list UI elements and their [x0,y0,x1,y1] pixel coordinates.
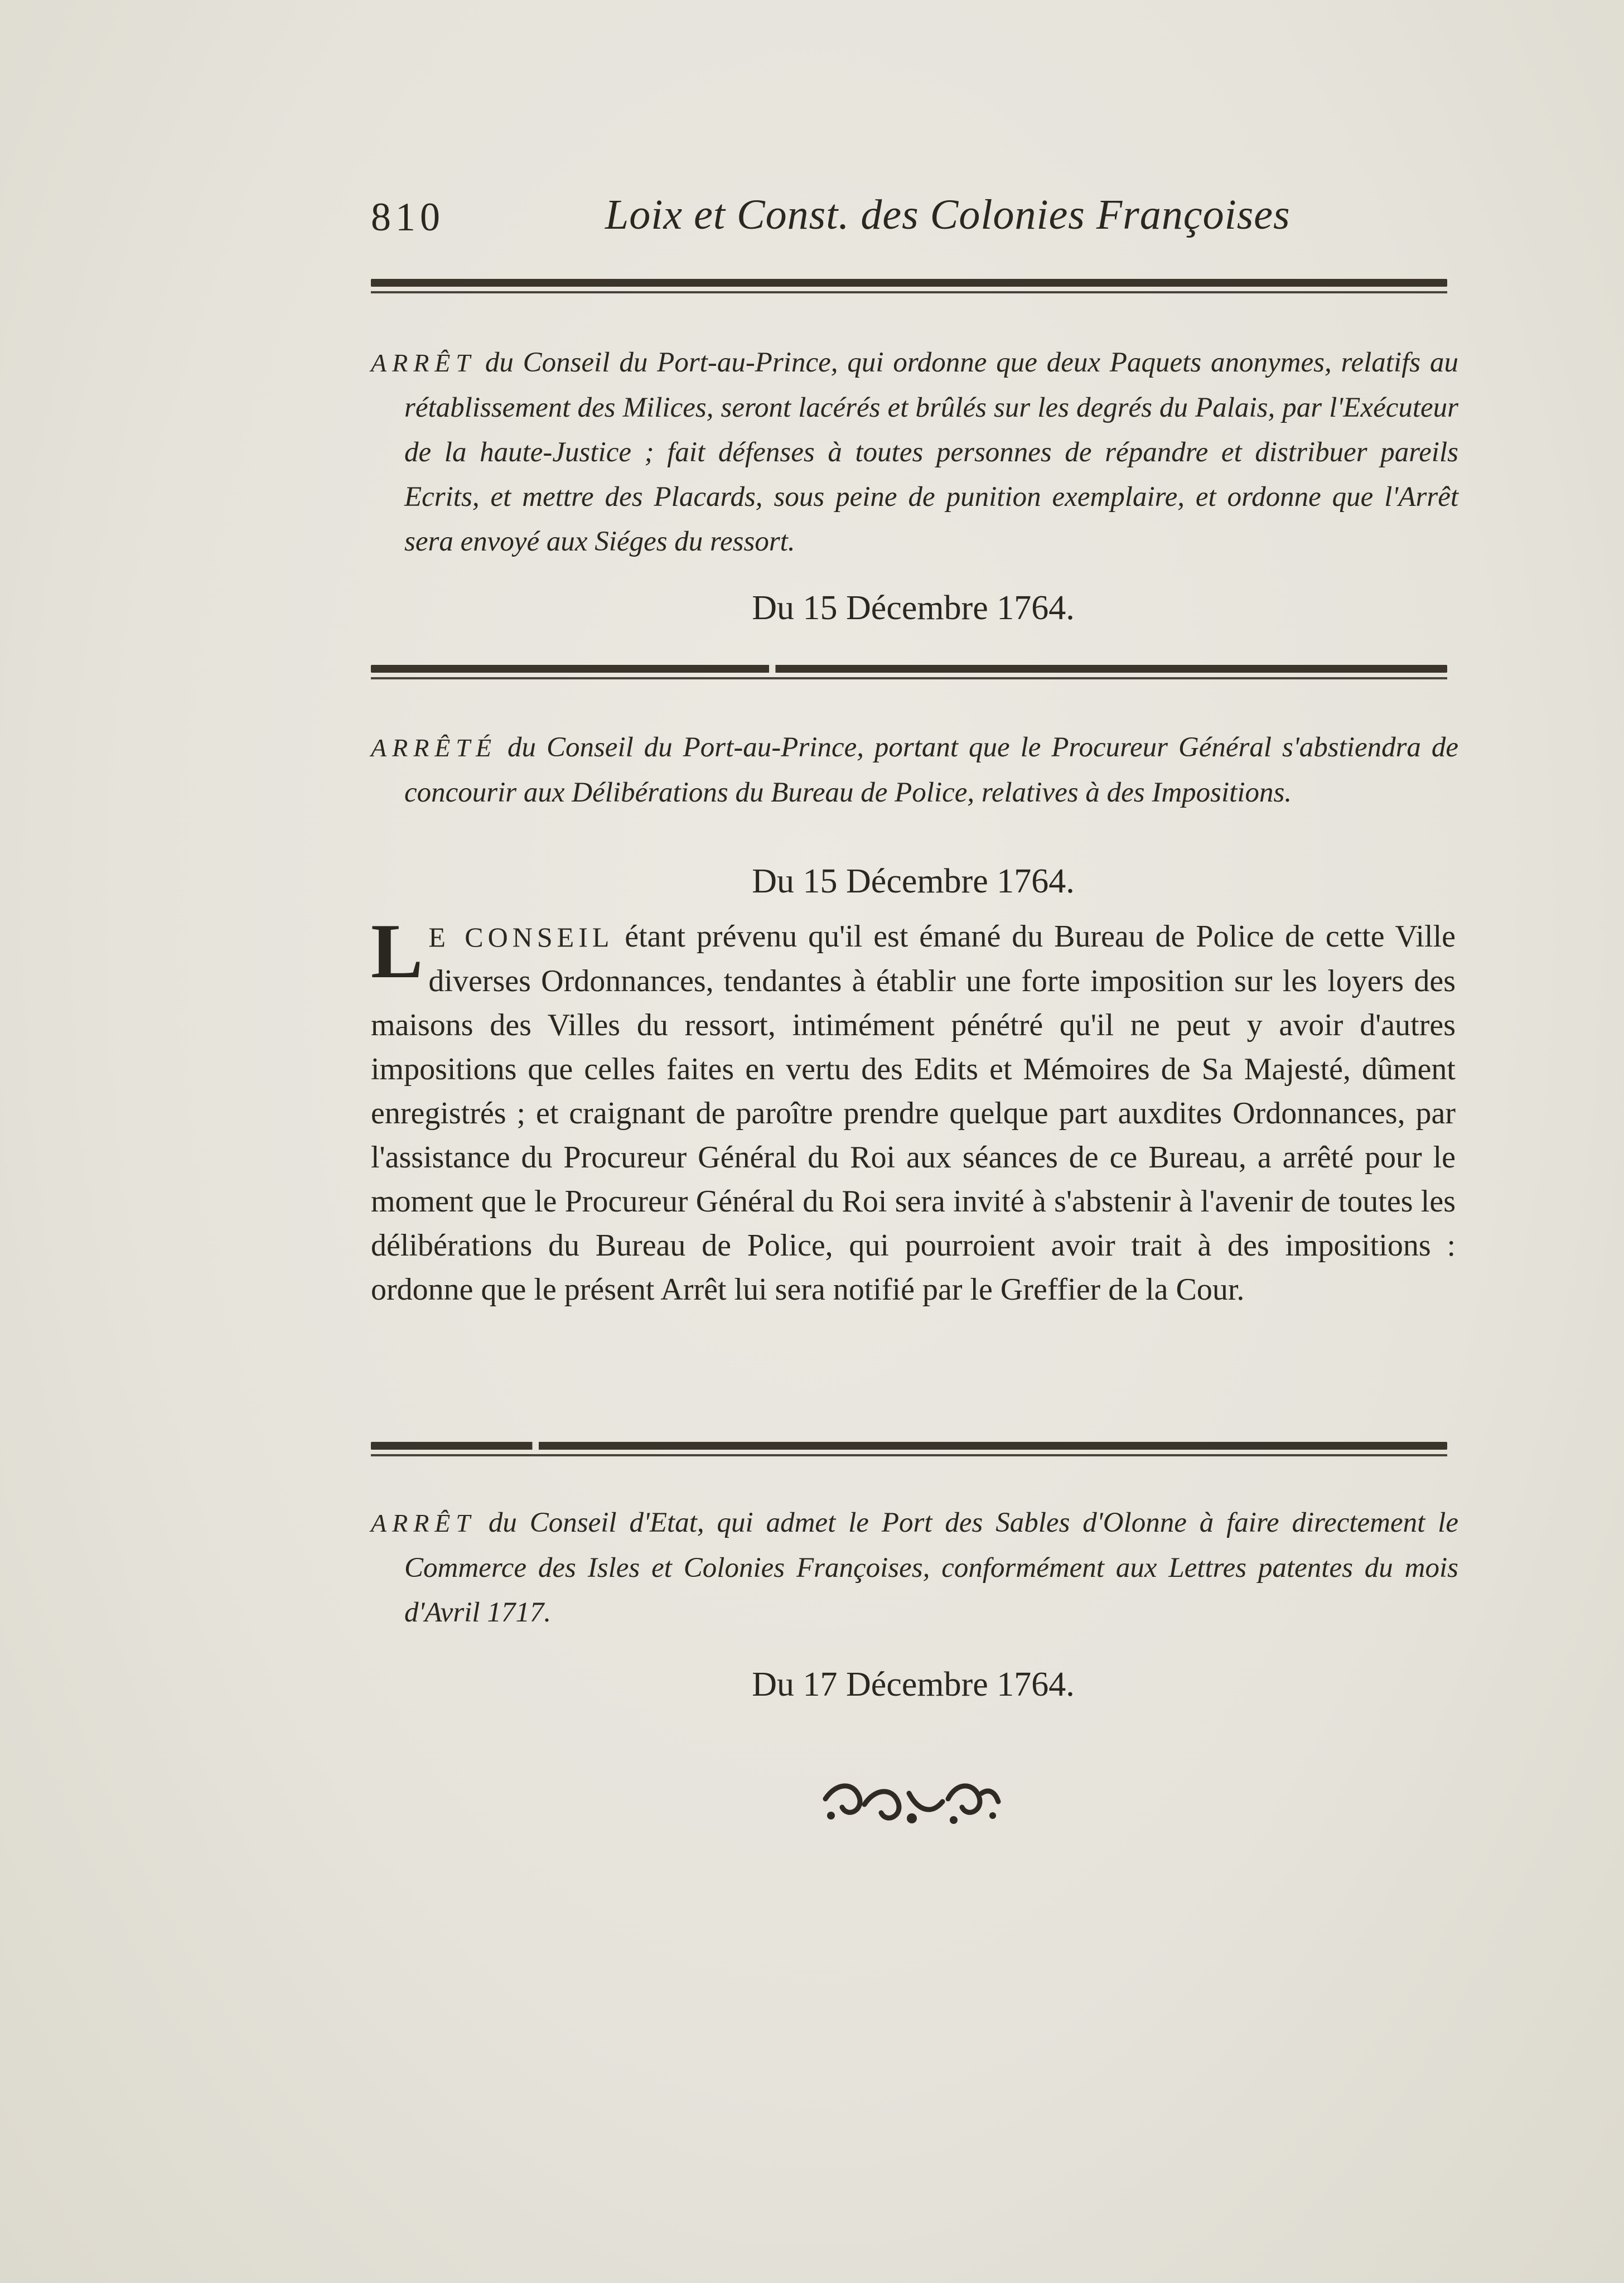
running-head: Loix et Const. des Colonies Françoises [605,191,1290,238]
section-2-title-lead: ARRÊTÉ [371,733,497,762]
rule-thick [371,665,1447,673]
section-2-body [371,908,1456,1312]
section-1-title-text: du Conseil du Port-au-Prince, qui ordonne que deux Paquets anonymes, relatifs au rétablissement des Milices, seront lacérés et brûlés sur les degrés du Palais, par l'Exécuteur de la haute-Justice ; fait défenses à toutes personnes de répandre et distribuer pareils Ecrits, et mettre des Placards, sous peine de punition exemplaire, et ordonne que l'Arrêt sera envoyé aux Siéges du ressort. [404,347,1458,557]
fleuron-ornament-icon [814,1771,1004,1832]
section-rule-1 [371,665,1447,682]
page-number: 810 [371,195,444,239]
section-2-date: Du 15 Décembre 1764. [752,862,1075,900]
section-1-date: Du 15 Décembre 1764. [752,589,1075,627]
body-smallcaps: E CONSEIL [428,921,614,953]
rule-thin [371,1454,1447,1456]
section-2-title-text: du Conseil du Port-au-Prince, portant que le Procureur Général s'abstiendra de concourir aux Délibérations du Bureau de Police, relatives à des Impositions. [404,732,1458,808]
section-3-title [371,1500,1458,1635]
page-header [371,184,1456,251]
section-1-title [371,340,1458,564]
section-rule-2 [371,1442,1447,1459]
section-2-title [371,725,1458,815]
section-3-title-text: du Conseil d'Etat, qui admet le Port des Sables d'Olonne à faire directement le Commerce des Isles et Colonies Françoises, conformément aux Lettres patentes du mois d'Avril 1717. [404,1507,1458,1628]
rule-thin [371,291,1447,293]
drop-cap: L [371,908,423,995]
rule-thin [371,677,1447,679]
rule-thick [371,1442,1447,1450]
header-rule [371,279,1447,296]
section-3-title-lead: ARRÊT [371,1509,476,1537]
body-paragraph: étant prévenu qu'il est émané du Bureau de Police de cette Ville diverses Ordonnances, tendantes à établir une forte imposition sur les loyers des maisons des Villes du ressort, intimément pénétré qu'il ne peut y avoir d'autres impositions que celles faites en vertu des Edits et Mémoires de Sa Majesté, dûment enregistrés ; et craignant de paroître prendre quelque part auxdites Ordonnances, par l'assistance du Procureur Général du Roi aux séances de ce Bureau, a arrêté pour le moment que le Procureur Général du Roi sera invité à s'abstenir à l'avenir de toutes les délibérations du Bureau de Police, qui pourroient avoir trait à des impositions : ordonne que le présent Arrêt lui sera notifié par le Greffier de la Cour. [371,919,1456,1307]
rule-thick [371,279,1447,287]
section-3-date: Du 17 Décembre 1764. [752,1666,1075,1703]
section-1-title-lead: ARRÊT [371,349,476,377]
